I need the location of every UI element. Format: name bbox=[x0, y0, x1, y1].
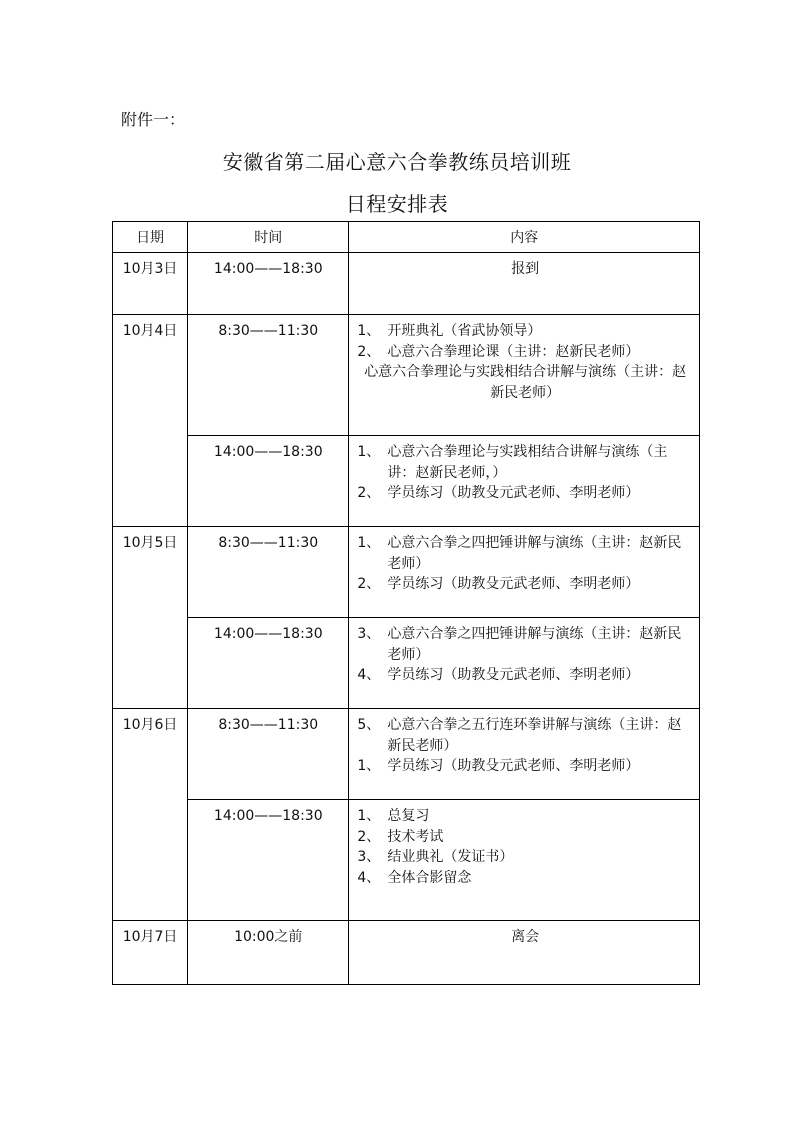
list-item bbox=[357, 442, 693, 483]
time-cell: 8:30——11:30 bbox=[188, 709, 349, 800]
item-number: 5、 bbox=[357, 717, 381, 733]
list-item bbox=[357, 321, 693, 342]
list-item bbox=[357, 806, 693, 827]
list-item bbox=[357, 715, 693, 756]
date-cell: 10月4日 bbox=[113, 315, 188, 527]
time-cell: 14:00——18:30 bbox=[188, 800, 349, 921]
item-number: 2、 bbox=[357, 576, 381, 592]
table-row bbox=[113, 709, 700, 800]
content-cell: 离会 bbox=[349, 921, 700, 985]
item-text: 学员练习（助教殳元武老师、李明老师） bbox=[387, 667, 640, 683]
list-item bbox=[357, 624, 693, 665]
table-row bbox=[113, 921, 700, 985]
content-cell bbox=[349, 527, 700, 618]
item-text: 结业典礼（发证书） bbox=[387, 849, 514, 865]
item-number: 4、 bbox=[357, 667, 381, 683]
date-cell: 10月7日 bbox=[113, 921, 188, 985]
list-item bbox=[357, 533, 693, 574]
item-number: 1、 bbox=[357, 535, 381, 551]
continuation-text: 心意六合拳理论与实践相结合讲解与演练（主讲：赵新民老师） bbox=[364, 364, 687, 401]
item-number: 2、 bbox=[357, 485, 381, 501]
item-number: 1、 bbox=[357, 808, 381, 824]
item-number: 1、 bbox=[357, 758, 381, 774]
item-text: 心意六合拳理论课（主讲：赵新民老师） bbox=[387, 343, 640, 360]
date-cell: 10月5日 bbox=[113, 527, 188, 709]
content-cell: 报到 bbox=[349, 253, 700, 315]
schedule-body bbox=[113, 253, 700, 985]
time-cell: 10:00之前 bbox=[188, 921, 349, 985]
date-cell: 10月3日 bbox=[113, 253, 188, 315]
attachment-label: 附件一： bbox=[121, 110, 186, 129]
item-number: 4、 bbox=[357, 869, 381, 886]
table-row bbox=[113, 527, 700, 618]
item-text: 心意六合拳理论与实践相结合讲解与演练（主讲：赵新民老师，） bbox=[387, 444, 668, 481]
time-cell: 8:30——11:30 bbox=[188, 315, 349, 436]
list-item bbox=[357, 665, 693, 686]
time-cell: 14:00——18:30 bbox=[188, 253, 349, 315]
table-row bbox=[113, 800, 700, 921]
item-text: 心意六合拳之四把锤讲解与演练（主讲：赵新民老师） bbox=[387, 626, 682, 663]
item-text: 学员练习（助教殳元武老师、李明老师） bbox=[387, 758, 640, 774]
content-cell bbox=[349, 618, 700, 709]
date-cell: 10月6日 bbox=[113, 709, 188, 921]
schedule-table bbox=[112, 221, 700, 985]
table-row bbox=[113, 618, 700, 709]
list-item bbox=[357, 827, 693, 848]
header-date: 日期 bbox=[113, 222, 188, 253]
table-row bbox=[113, 436, 700, 527]
list-item bbox=[357, 342, 693, 363]
table-header-row bbox=[113, 222, 700, 253]
content-cell bbox=[349, 709, 700, 800]
table-row bbox=[113, 315, 700, 436]
item-text: 心意六合拳之四把锤讲解与演练（主讲：赵新民老师） bbox=[387, 535, 682, 572]
item-number: 1、 bbox=[357, 444, 381, 460]
list-item bbox=[357, 756, 693, 777]
list-item bbox=[357, 847, 693, 868]
item-number: 3、 bbox=[357, 849, 381, 865]
time-cell: 14:00——18:30 bbox=[188, 436, 349, 527]
list-item bbox=[357, 574, 693, 595]
item-text: 技术考试 bbox=[387, 828, 444, 845]
item-text: 开班典礼（省武协领导） bbox=[387, 323, 542, 339]
item-number: 2、 bbox=[357, 828, 381, 845]
item-text: 学员练习（助教殳元武老师、李明老师） bbox=[387, 576, 640, 592]
time-cell: 14:00——18:30 bbox=[188, 618, 349, 709]
item-text: 全体合影留念 bbox=[387, 869, 472, 886]
document-title: 安徽省第二届心意六合拳教练员培训班 bbox=[222, 150, 572, 174]
item-text: 学员练习（助教殳元武老师、李明老师） bbox=[387, 485, 640, 501]
header-content: 内容 bbox=[349, 222, 700, 253]
item-number: 3、 bbox=[357, 626, 381, 642]
header-time: 时间 bbox=[188, 222, 349, 253]
item-text: 总复习 bbox=[387, 808, 430, 824]
time-cell: 8:30——11:30 bbox=[188, 527, 349, 618]
content-cell bbox=[349, 800, 700, 921]
content-cell bbox=[349, 436, 700, 527]
item-number: 2、 bbox=[357, 343, 381, 360]
item-number: 1、 bbox=[357, 323, 381, 339]
table-row bbox=[113, 253, 700, 315]
document-subtitle: 日程安排表 bbox=[345, 192, 449, 216]
content-cell bbox=[349, 315, 700, 436]
item-text: 心意六合拳之五行连环拳讲解与演练（主讲：赵新民老师） bbox=[387, 717, 682, 754]
list-item bbox=[357, 868, 693, 889]
list-item bbox=[357, 483, 693, 504]
